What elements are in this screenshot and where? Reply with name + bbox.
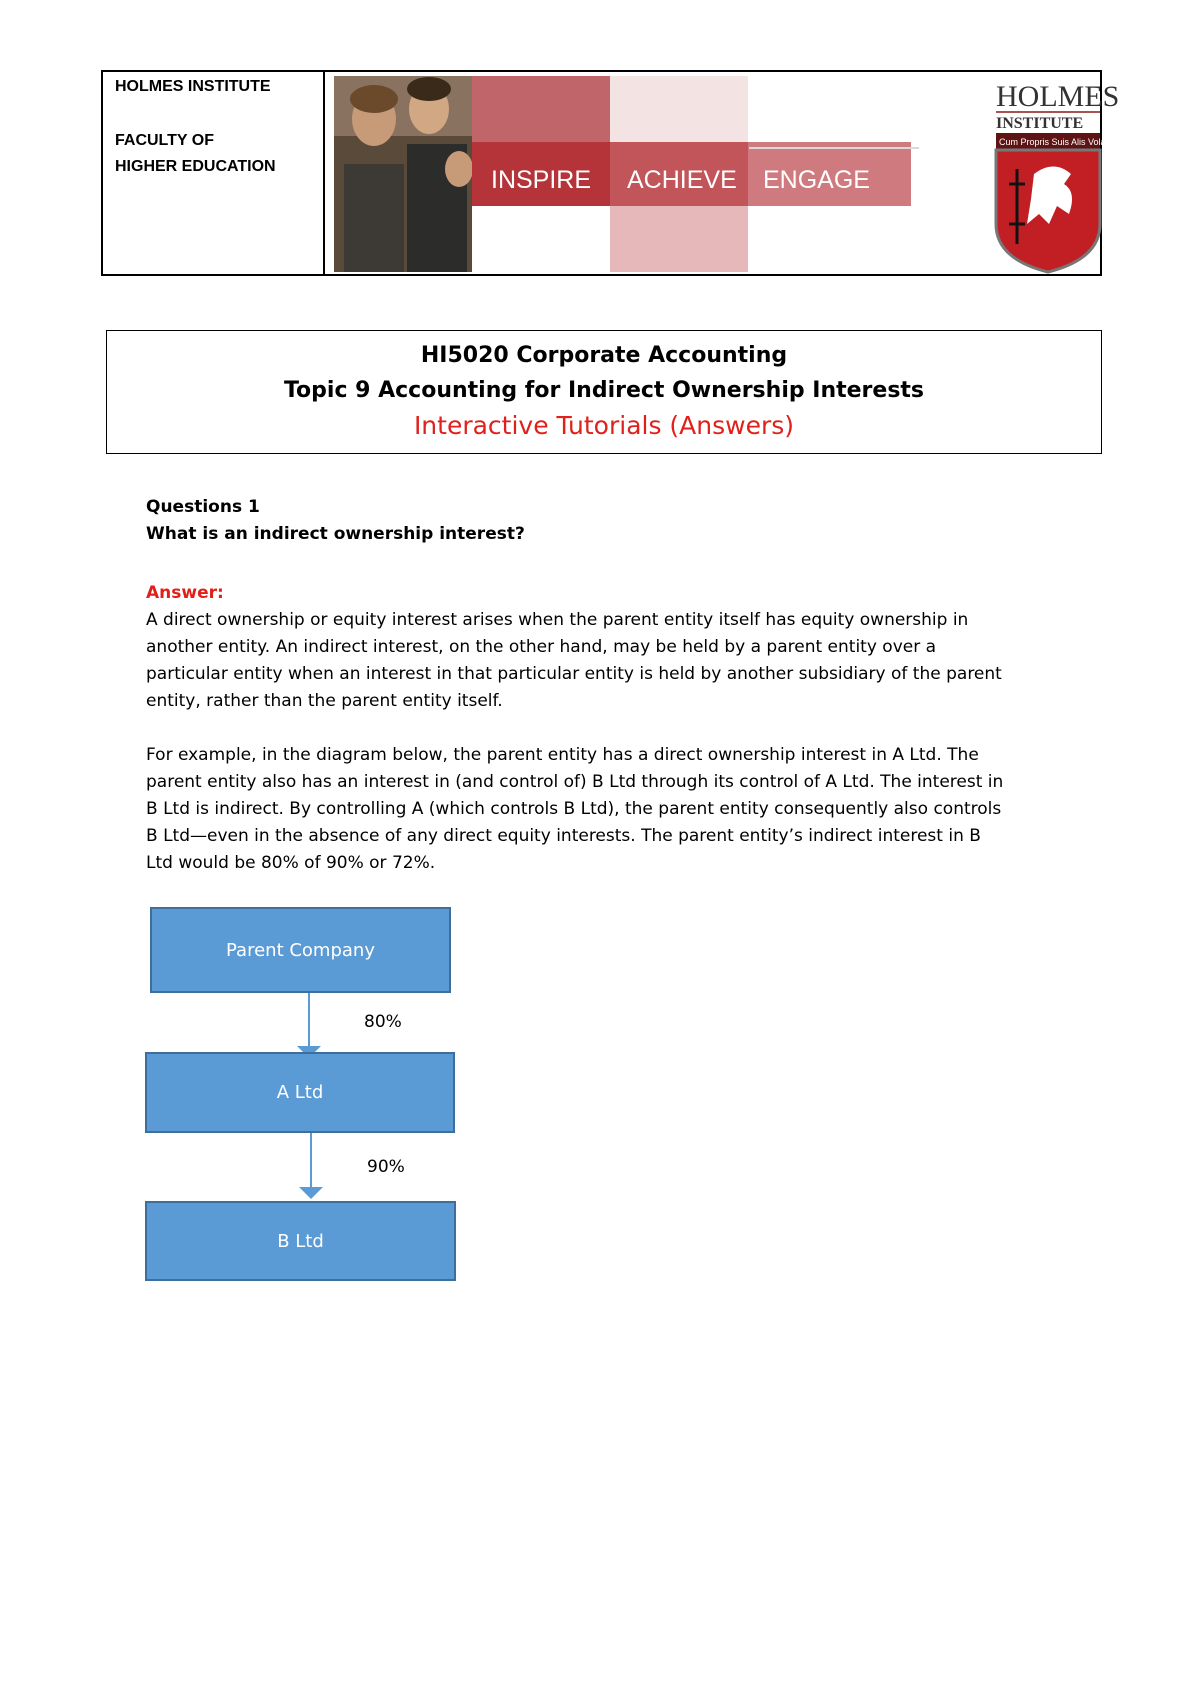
arrow-head bbox=[299, 1187, 323, 1199]
text-line: entity, rather than the parent entity itself. bbox=[146, 691, 503, 711]
banner-block bbox=[472, 76, 610, 142]
text-line: parent entity also has an interest in (and control of) B Ltd through its control of A Ltd. The interest in bbox=[146, 772, 1004, 792]
holmes-logo bbox=[996, 80, 1119, 272]
faculty-line-2: HIGHER EDUCATION bbox=[115, 158, 276, 175]
question-heading: Questions 1 bbox=[146, 497, 260, 517]
banner-word-inspire: INSPIRE bbox=[491, 166, 592, 194]
edge-label-80: 80% bbox=[364, 1012, 402, 1032]
answer-paragraph-1 bbox=[146, 607, 1002, 715]
course-title: HI5020 Corporate Accounting bbox=[420, 343, 788, 368]
header-left-cell bbox=[103, 72, 325, 274]
logo-text: HOLMES bbox=[996, 80, 1120, 113]
title-box bbox=[106, 330, 1102, 454]
text-line: B Ltd—even in the absence of any direct equity interests. The parent entity’s indirect interest in B bbox=[146, 826, 981, 846]
text-line: B Ltd is indirect. By controlling A (which controls B Ltd), the parent entity consequently also controls bbox=[146, 799, 1002, 819]
edge-label-90: 90% bbox=[367, 1157, 405, 1177]
node-parent-company: Parent Company bbox=[150, 907, 451, 993]
banner-word-engage: ENGAGE bbox=[763, 166, 870, 194]
header-banner bbox=[329, 74, 1120, 274]
header-box bbox=[101, 70, 1120, 276]
students-photo bbox=[334, 76, 474, 272]
faculty-line-1: FACULTY OF bbox=[115, 132, 214, 149]
text-line: particular entity when an interest in that particular entity is held by another subsidiary of the parent bbox=[146, 664, 1002, 684]
banner-word-achieve: ACHIEVE bbox=[627, 166, 737, 194]
banner-block bbox=[610, 206, 748, 272]
text-line: Ltd would be 80% of 90% or 72%. bbox=[146, 853, 436, 873]
question-text: What is an indirect ownership interest? bbox=[146, 524, 525, 544]
text-line: For example, in the diagram below, the parent entity has a direct ownership interest in A Ltd. The bbox=[146, 745, 979, 765]
node-b-ltd: B Ltd bbox=[145, 1201, 456, 1281]
answer-label: Answer: bbox=[146, 583, 224, 603]
node-a-ltd: A Ltd bbox=[145, 1052, 455, 1133]
page-subtitle: Interactive Tutorials (Answers) bbox=[413, 411, 795, 440]
text-line: A direct ownership or equity interest arises when the parent entity itself has equity ownership in bbox=[146, 610, 969, 630]
banner-block bbox=[610, 76, 748, 142]
arrow-head bbox=[297, 1046, 321, 1058]
logo-motto: Cum Propris Suis Alis Volat bbox=[999, 137, 1109, 147]
logo-subtext: INSTITUTE bbox=[996, 115, 1084, 132]
text-line: another entity. An indirect interest, on the other hand, may be held by a parent entity over a bbox=[146, 637, 937, 657]
topic-title: Topic 9 Accounting for Indirect Ownership Interests bbox=[283, 378, 925, 403]
answer-paragraph-2 bbox=[146, 742, 1003, 877]
institute-name: HOLMES INSTITUTE bbox=[115, 78, 271, 95]
